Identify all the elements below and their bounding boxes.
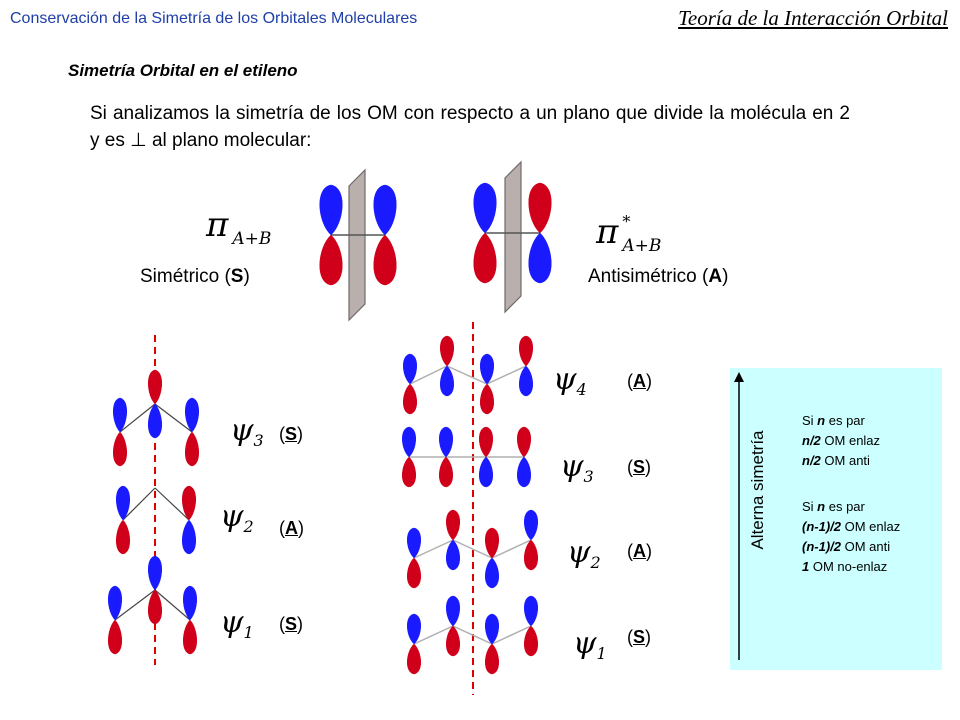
- allyl-psi-1: ψ1: [220, 605, 254, 642]
- orbital-lobe: [116, 520, 130, 554]
- orbital-lobe: [446, 540, 460, 570]
- butadiene-psi-2: ψ2: [567, 535, 601, 572]
- orbital-lobe: [474, 233, 497, 283]
- orbital-lobe: [440, 366, 454, 396]
- orbital-lobe: [407, 528, 421, 558]
- orbital-lobe: [446, 626, 460, 656]
- butadiene-psi-4: ψ4: [553, 362, 587, 399]
- orbital-lobe: [524, 540, 538, 570]
- orbital-lobe: [320, 235, 343, 285]
- orbital-lobe: [529, 183, 552, 233]
- mirror-plane: [505, 162, 521, 312]
- orbital-lobe: [374, 235, 397, 285]
- orbital-lobe: [185, 398, 199, 432]
- axis-label: Alterna simetría: [748, 430, 767, 550]
- orbital-lobe: [113, 398, 127, 432]
- orbital-lobe: [113, 432, 127, 466]
- butadiene-sym-2: (A): [627, 541, 652, 561]
- odd-rule-line4: 1 OM no-enlaz: [802, 559, 888, 574]
- orbital-lobe: [524, 510, 538, 540]
- orbital-lobe: [407, 644, 421, 674]
- butadiene-psi-1: ψ1: [573, 626, 607, 663]
- antisymmetric-label: Antisimétrico (A): [588, 266, 729, 287]
- butadiene-sym-3: (S): [627, 457, 652, 477]
- orbital-lobe: [485, 644, 499, 674]
- orbital-lobe: [320, 185, 343, 235]
- orbital-lobe: [517, 457, 531, 487]
- orbital-lobe: [148, 556, 162, 590]
- symmetry-rule-panel: [730, 368, 942, 670]
- orbital-lobe: [402, 427, 416, 457]
- orbital-lobe: [440, 336, 454, 366]
- butadiene-psi-3: ψ3: [560, 449, 594, 486]
- orbital-lobe: [403, 384, 417, 414]
- orbital-lobe: [480, 384, 494, 414]
- odd-rule-line2: (n-1)/2 OM enlaz: [802, 519, 901, 534]
- orbital-lobe: [148, 370, 162, 404]
- symmetric-label: Simétrico (S): [140, 266, 250, 287]
- orbital-lobe: [374, 185, 397, 235]
- allyl-psi-3: ψ3: [230, 413, 264, 450]
- orbital-lobe: [485, 558, 499, 588]
- odd-rule-line3: (n-1)/2 OM anti: [802, 539, 891, 554]
- allyl-sym-1: (S): [279, 614, 304, 634]
- orbital-lobe: [403, 354, 417, 384]
- orbital-lobe: [517, 427, 531, 457]
- pi-antibonding-symbol: π *A+B: [596, 212, 662, 256]
- orbital-lobe: [519, 366, 533, 396]
- intro-paragraph: Si analizamos la simetría de los OM con respecto a un plano que divide la molécula en 2 y es ⊥ al plano molecular:: [90, 103, 850, 151]
- odd-rule-line1: Si n es par: [802, 499, 865, 514]
- orbital-lobe: [185, 432, 199, 466]
- orbital-lobe: [108, 620, 122, 654]
- orbital-lobe: [519, 336, 533, 366]
- orbital-lobe: [108, 586, 122, 620]
- orbital-lobe: [183, 620, 197, 654]
- even-rule-line2: n/2 OM enlaz: [802, 433, 881, 448]
- orbital-lobe: [439, 457, 453, 487]
- butadiene-sym-4: (A): [627, 371, 652, 391]
- section-subtitle: Simetría Orbital en el etileno: [68, 61, 298, 80]
- orbital-lobe: [480, 354, 494, 384]
- orbital-lobe: [446, 510, 460, 540]
- orbital-lobe: [148, 404, 162, 438]
- allyl-psi-2: ψ2: [220, 499, 254, 536]
- allyl-sym-3: (S): [279, 424, 304, 444]
- orbital-lobe: [402, 457, 416, 487]
- orbital-lobe: [148, 590, 162, 624]
- orbital-lobe: [407, 558, 421, 588]
- orbital-lobe: [485, 528, 499, 558]
- allyl-sym-2: (A): [279, 518, 304, 538]
- orbital-lobe: [474, 183, 497, 233]
- orbital-lobe: [439, 427, 453, 457]
- header-left-title: Conservación de la Simetría de los Orbitales Moleculares: [10, 10, 418, 27]
- orbital-lobe: [479, 427, 493, 457]
- orbital-lobe: [524, 596, 538, 626]
- mirror-plane: [349, 170, 365, 320]
- even-rule-line1: Si n es par: [802, 413, 865, 428]
- even-rule-line3: n/2 OM anti: [802, 453, 870, 468]
- orbital-lobe: [446, 596, 460, 626]
- orbital-lobe: [524, 626, 538, 656]
- pi-bonding-symbol: π A+B: [206, 205, 272, 249]
- header-right-title: Teoría de la Interacción Orbital: [678, 6, 948, 30]
- orbital-lobe: [479, 457, 493, 487]
- orbital-lobe: [485, 614, 499, 644]
- orbital-lobe: [407, 614, 421, 644]
- orbital-lobe: [182, 520, 196, 554]
- orbital-lobe: [183, 586, 197, 620]
- butadiene-sym-1: (S): [627, 627, 652, 647]
- orbital-lobe: [529, 233, 552, 283]
